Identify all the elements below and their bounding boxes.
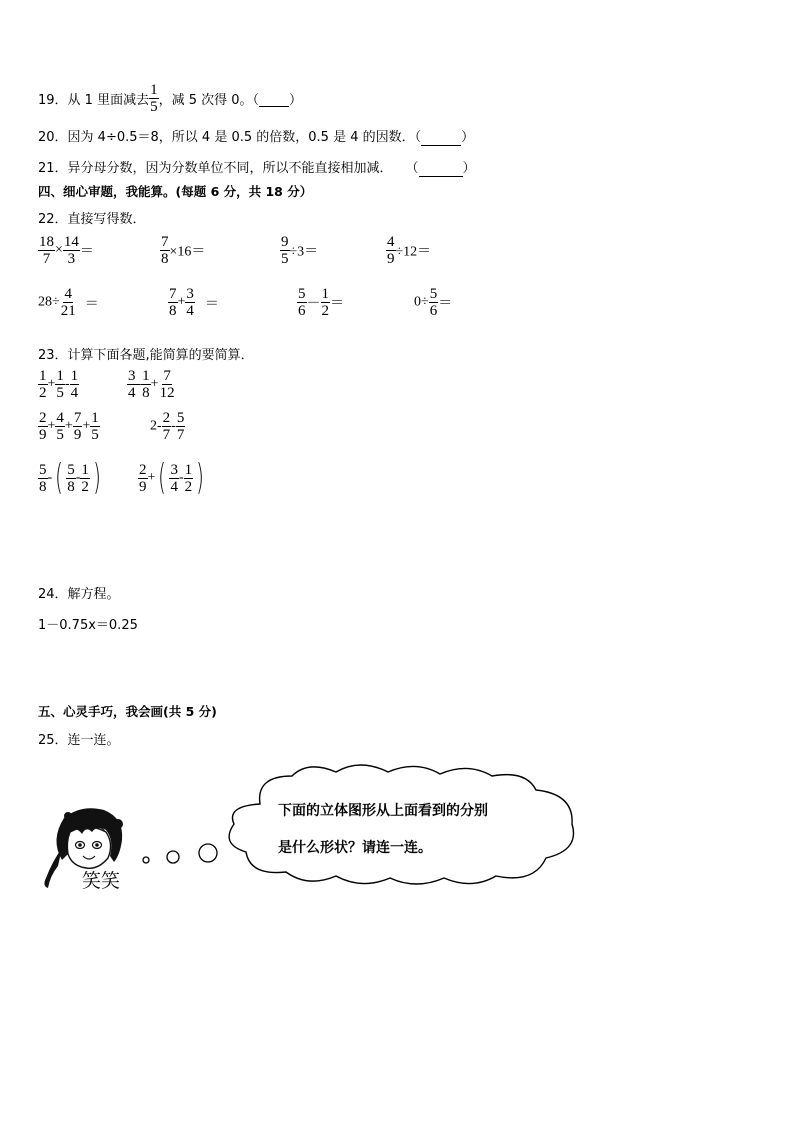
section-5-title: 五、心灵手巧，我会画(共 5 分): [38, 704, 217, 719]
question-24-title: 24．解方程。: [38, 587, 120, 602]
q23-expression-1: $\frac{1}{2}$ + $\frac{1}{5}$ - $\frac{1}{4}$: [39, 368, 79, 401]
q22-item-5: 28÷ $\frac{4}{21}$ ＝: [38, 286, 99, 319]
q23-expression-2: $\frac{3}{4}$ - $\frac{1}{8}$ + $\frac{7}{12}$: [128, 368, 175, 401]
character-label: 笑笑: [82, 870, 121, 892]
q23-expression-3: $\frac{2}{9}$ + $\frac{4}{5}$ + $\frac{7}{9}$ + $\frac{1}{5}$: [39, 410, 99, 443]
q22-item-1: $\frac{18}{7}$ × $\frac{14}{3}$ ＝: [39, 234, 94, 267]
question-25-title: 25．连一连。: [38, 733, 120, 748]
q19-close: ）: [289, 93, 303, 108]
answer-blank-21[interactable]: [419, 161, 463, 177]
answer-blank-20[interactable]: [421, 130, 461, 146]
q22-item-6: $\frac{7}{8}$ + $\frac{3}{4}$ ＝: [169, 286, 219, 319]
q20-close: ）: [461, 130, 475, 145]
question-22-title: 22．直接写得数．: [38, 212, 146, 227]
q19-denominator: 5: [150, 99, 158, 115]
q23-expression-5: $\frac{5}{8}$ - ( 5 8 - 1 2 ): [39, 457, 101, 498]
q23-expression-4: 2- $\frac{2}{7}$ - $\frac{5}{7}$: [150, 410, 185, 443]
speech-cloud-shape: [220, 764, 582, 888]
q19-suffix: ，减 5 次得 0。（: [158, 93, 260, 108]
q20-text: 20．因为 4÷0.5＝8，所以 4 是 0.5 的倍数，0.5 是 4 的因数．（: [38, 130, 422, 145]
q22-item-4: $\frac{4}{9}$ ÷12＝: [387, 234, 432, 267]
q21-text: 21．异分母分数，因为分数单位不同，所以不能直接相加减． （: [38, 161, 419, 176]
q22-item-3: $\frac{9}{5}$ ÷3＝: [281, 234, 319, 267]
question-20: [38, 126, 474, 146]
bubble-text-line-2: 是什么形状？请连一连。: [278, 840, 432, 856]
question-21: [38, 157, 476, 177]
answer-blank-19[interactable]: [259, 91, 289, 107]
q19-fraction: [149, 82, 159, 115]
q22-item-7: $\frac{5}{6}$ － $\frac{1}{2}$ ＝: [298, 286, 344, 319]
question-23-title: 23．计算下面各题,能简算的要简算．: [38, 348, 254, 363]
question-19: [38, 82, 302, 115]
bubble-text-line-1: 下面的立体图形从上面看到的分别: [278, 803, 488, 819]
q19-numerator: 1: [150, 82, 158, 98]
q22-item-8: 0÷ $\frac{5}{6}$ ＝: [414, 286, 453, 319]
q19-prefix: 19．从 1 里面减去: [38, 93, 150, 108]
q21-close: ）: [462, 161, 476, 176]
q24-equation: 1－0.75x＝0.25: [38, 618, 138, 633]
q22-item-2: $\frac{7}{8}$ ×16＝: [161, 234, 206, 267]
thought-circles-icon: [140, 838, 220, 870]
q23-expression-6: $\frac{2}{9}$ + ( 3 4 - 1 2 ): [139, 457, 205, 498]
section-4-title: 四、细心审题，我能算。(每题 6 分，共 18 分）: [38, 184, 313, 199]
